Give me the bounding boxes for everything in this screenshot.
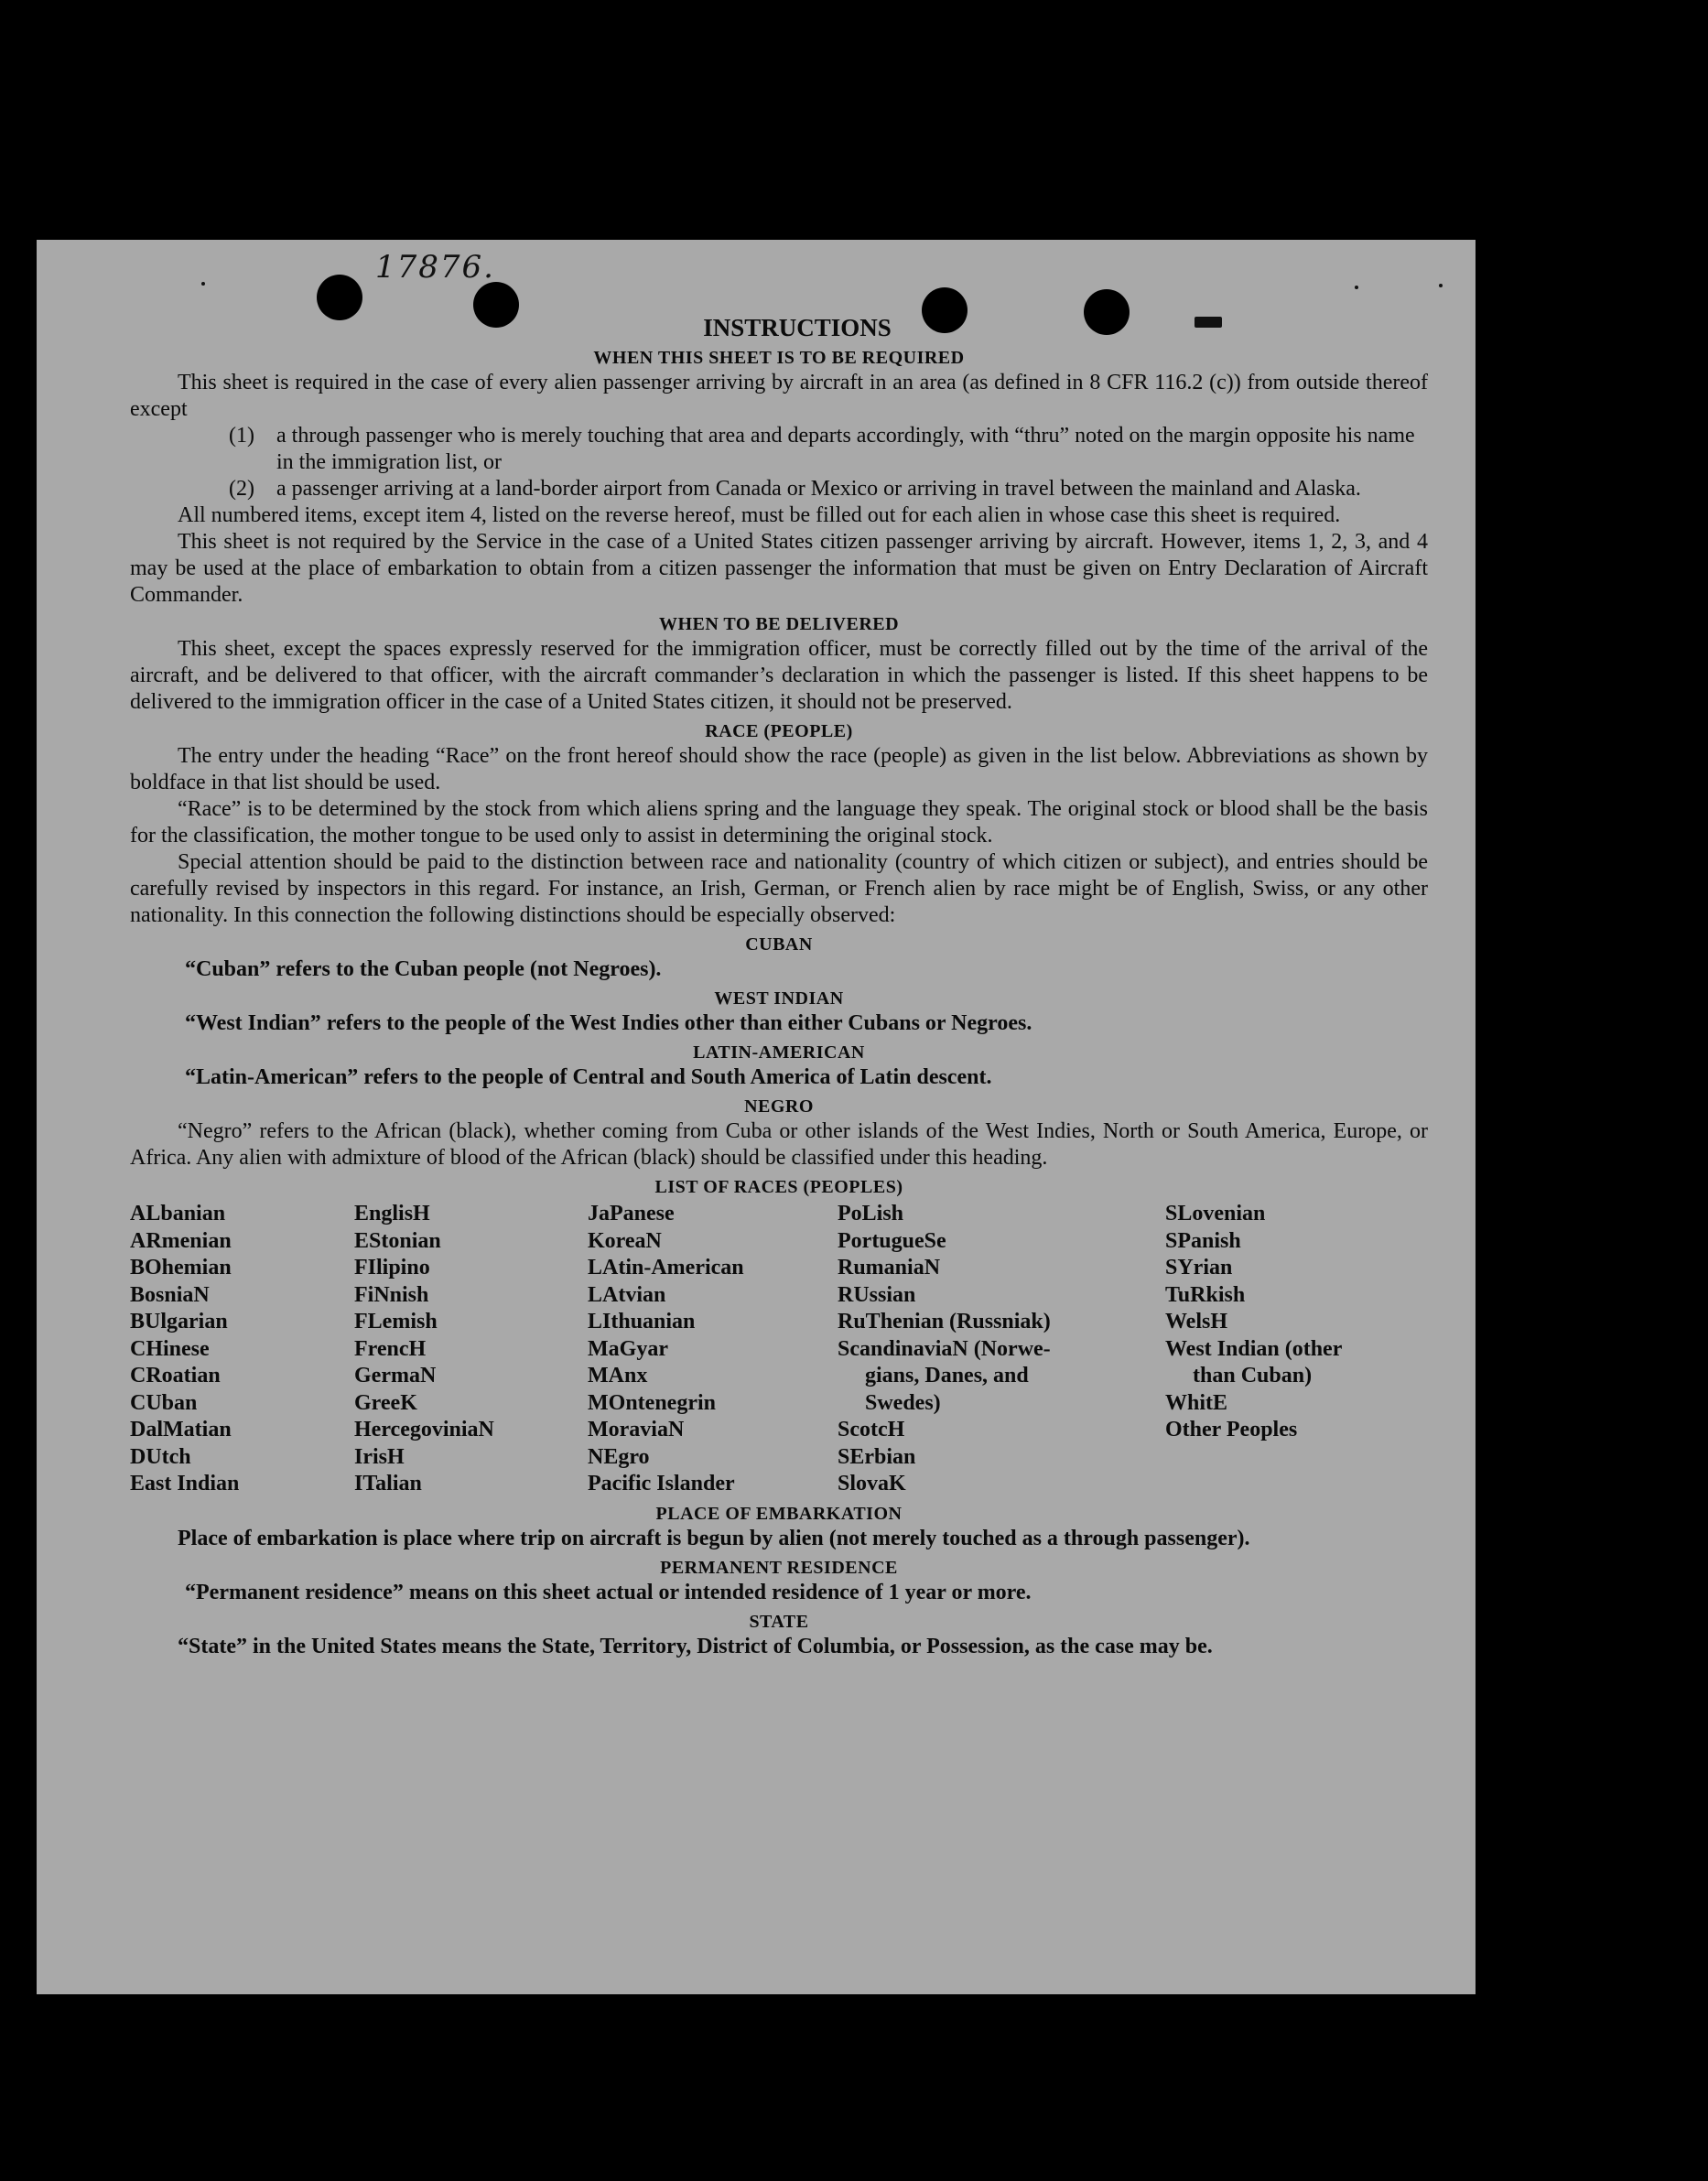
race-entry: RUssian (838, 1282, 916, 1307)
race-entry: SPanish (1165, 1228, 1241, 1253)
race-entry: PoLish (838, 1202, 904, 1225)
race-entry: FrencH (354, 1336, 427, 1361)
race-entry: SlovaK (838, 1472, 906, 1495)
races-column (1165, 1201, 1407, 1498)
exception-item (229, 476, 1428, 502)
race-entry: ITalian (354, 1472, 422, 1495)
race-entry: West Indian (other (1165, 1336, 1343, 1361)
race-entry: ARmenian (130, 1228, 232, 1253)
embarkation-definition: Place of embarkation is place where trip on aircraft is begun by alien (not merely touched as a through passenger). (178, 1526, 1250, 1550)
race-entry: Other Peoples (1165, 1418, 1298, 1441)
race-entry: SErbian (838, 1444, 916, 1469)
race-paragraph: The entry under the heading “Race” on the front hereof should show the race (people) as given in the list below. Abbreviations as shown by boldface in that list should be used. (130, 744, 1428, 794)
item-text: a through passenger who is merely touching that area and departs accordingly, with “thru” noted on the margin opposite his name in the immigration list, or (276, 424, 1415, 474)
race-entry: KoreaN (588, 1228, 662, 1253)
race-entry-continued: than Cuban) (1193, 1364, 1313, 1387)
race-entry: FIlipino (354, 1256, 430, 1279)
race-entry: BOhemian (130, 1256, 232, 1279)
section-heading-cuban: CUBAN (745, 934, 813, 955)
race-entry-continued: Swedes) (865, 1390, 941, 1415)
race-entry: MOntenegrin (588, 1390, 716, 1415)
race-entry: MoraviaN (588, 1418, 685, 1441)
race-entry: WelsH (1165, 1310, 1228, 1333)
section-heading-race: RACE (PEOPLE) (705, 721, 853, 741)
state-definition: “State” in the United States means the State, Territory, District of Columbia, or Possession, as the case may be. (178, 1634, 1213, 1658)
ink-speck (201, 282, 205, 286)
section-heading-list: LIST OF RACES (PEOPLES) (654, 1177, 903, 1197)
residence-definition: “Permanent residence” means on this sheet actual or intended residence of 1 year or more. (185, 1580, 1032, 1604)
ink-speck (1355, 286, 1358, 289)
race-entry: East Indian (130, 1472, 240, 1495)
race-entry: BosniaN (130, 1282, 210, 1307)
race-entry: NEgro (588, 1444, 650, 1469)
races-column (130, 1201, 354, 1498)
race-entry: ALbanian (130, 1202, 226, 1225)
delivered-paragraph: This sheet, except the spaces expressly reserved for the immigration officer, must be correctly filled out by the time of the arrival of the aircraft, and be delivered to that officer, with the aircraft commander’s declaration in which the passenger is listed. If this sheet happens to be delivered to the immigration officer in the case of a United States citizen, it should not be preserved. (130, 637, 1428, 714)
negro-definition: “Negro” refers to the African (black), whether coming from Cuba or other islands of the West Indies, North or South America, Europe, or Africa. Any alien with admixture of blood of the African (black) should be classified under this heading. (130, 1119, 1428, 1170)
race-entry: EnglisH (354, 1202, 430, 1225)
races-column (838, 1201, 1165, 1498)
race-paragraph: Special attention should be paid to the distinction between race and nationality (country of which citizen or subject), and entries should be carefully revised by inspectors in this regard. For instance, an Irish, German, or French alien by race might be of English, Swiss, or any other nationality. In this connection the following distinctions should be especially observed: (130, 850, 1428, 927)
race-entry: CRoatian (130, 1364, 221, 1387)
section-heading-required: WHEN THIS SHEET IS TO BE REQUIRED (593, 348, 965, 368)
race-entry: TuRkish (1165, 1282, 1246, 1307)
page-title: INSTRUCTIONS (703, 314, 892, 341)
race-entry: EStonian (354, 1228, 441, 1253)
item-number: (1) (229, 424, 254, 448)
race-entry: JaPanese (588, 1202, 675, 1225)
section-heading-embarkation: PLACE OF EMBARKATION (655, 1503, 903, 1524)
latin-american-definition: “Latin-American” refers to the people of Central and South America of Latin descent. (185, 1065, 992, 1089)
race-entry: MaGyar (588, 1336, 668, 1361)
section-heading-west-indian: WEST INDIAN (714, 988, 844, 1009)
race-entry: PortugueSe (838, 1228, 946, 1253)
race-entry: ScandinaviaN (Norwe- (838, 1336, 1051, 1361)
race-entry: Pacific Islander (588, 1472, 735, 1495)
race-entry-continued: gians, Danes, and (865, 1364, 1029, 1387)
race-entry: RuThenian (Russniak) (838, 1310, 1051, 1333)
race-entry: GermaN (354, 1364, 437, 1387)
race-entry: LAtvian (588, 1282, 666, 1307)
section-heading-latin-american: LATIN-AMERICAN (693, 1042, 865, 1063)
race-entry: HercegoviniaN (354, 1418, 494, 1441)
race-entry: FLemish (354, 1310, 438, 1333)
race-entry: CUban (130, 1390, 198, 1415)
race-entry: CHinese (130, 1336, 210, 1361)
race-paragraph: “Race” is to be determined by the stock from which aliens spring and the language they speak. The original stock or blood shall be the basis for the classification, the mother tongue to be used only to assist in determining the original stock. (130, 797, 1428, 848)
race-entry: WhitE (1165, 1390, 1228, 1415)
race-entry: RumaniaN (838, 1256, 941, 1279)
race-entry: DUtch (130, 1444, 191, 1469)
race-entry: IrisH (354, 1444, 405, 1469)
exception-item (229, 423, 1428, 476)
race-entry: SYrian (1165, 1256, 1233, 1279)
required-intro: This sheet is required in the case of every alien passenger arriving by aircraft in an area (as defined in 8 CFR 116.2 (c)) from outside thereof except (130, 371, 1428, 421)
item-number: (2) (229, 477, 254, 501)
ink-speck (1439, 284, 1443, 287)
west-indian-definition: “West Indian” refers to the people of the West Indies other than either Cubans or Negroes. (185, 1011, 1032, 1035)
races-list (130, 1201, 1428, 1498)
section-heading-negro: NEGRO (744, 1096, 814, 1117)
item-text: a passenger arriving at a land-border airport from Canada or Mexico or arriving in travel between the mainland and Alaska. (276, 477, 1361, 501)
document-sheet (37, 240, 1476, 1994)
section-heading-delivered: WHEN TO BE DELIVERED (658, 614, 900, 634)
race-entry: LIthuanian (588, 1310, 696, 1333)
section-heading-state: STATE (749, 1611, 809, 1632)
instructions-content (130, 313, 1428, 1660)
race-entry: BUlgarian (130, 1310, 228, 1333)
race-entry: MAnx (588, 1364, 648, 1387)
required-paragraph: All numbered items, except item 4, listed on the reverse hereof, must be filled out for each alien in whose case this sheet is required. (178, 503, 1341, 527)
section-heading-residence: PERMANENT RESIDENCE (660, 1557, 898, 1578)
race-entry: DalMatian (130, 1418, 232, 1441)
cuban-definition: “Cuban” refers to the Cuban people (not Negroes). (185, 957, 662, 981)
race-entry: ScotcH (838, 1418, 905, 1441)
races-column (588, 1201, 838, 1498)
race-entry: LAtin-American (588, 1256, 744, 1279)
races-column (354, 1201, 588, 1498)
race-entry: GreeK (354, 1390, 417, 1415)
race-entry: SLovenian (1165, 1202, 1266, 1225)
required-paragraph: This sheet is not required by the Service in the case of a United States citizen passenger arriving by aircraft. However, items 1, 2, 3, and 4 may be used at the place of embarkation to obtain from a citizen passenger the information that must be given on Entry Declaration of Aircraft Commander. (130, 530, 1428, 607)
handwritten-number: 17876. (375, 249, 495, 286)
race-entry: FiNnish (354, 1282, 429, 1307)
